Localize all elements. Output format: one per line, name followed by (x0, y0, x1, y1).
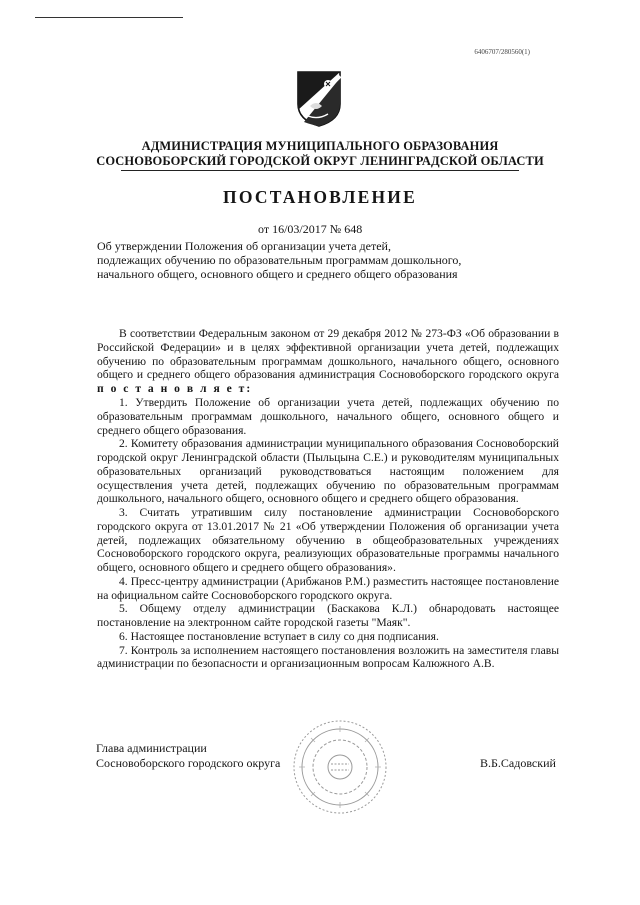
item-6: 6. Настоящее постановление вступает в силу со дня подписания. (119, 629, 439, 643)
organization-name-line-1: АДМИНИСТРАЦИЯ МУНИЦИПАЛЬНОГО ОБРАЗОВАНИЯ (141, 139, 499, 153)
document-date: от 16/03/2017 № 648 (258, 222, 363, 236)
coat-of-arms-icon (296, 70, 342, 128)
top-rule (35, 17, 183, 18)
signatory-title-line: Сосновоборского городского округа (96, 756, 281, 770)
document-subject (97, 239, 517, 282)
item-3: 3. Считать утратившим силу постановление администрации Сосновоборского городского округа от 13.01.2017 № 21 «Об утверждении Положения об организации учета детей, подлежащих обязательному обучению в общеобразовательных учреждениях Сосновоборского городского округа, реализующих образовательные программы начального общего, основного общего и среднего общего образования». (97, 506, 559, 574)
signatory-title (96, 741, 280, 771)
header-rule (121, 170, 519, 171)
preamble (97, 327, 559, 396)
item-2: 2. Комитету образования администрации муниципального образования Сосновоборский городской округ Ленинградской области (Пыльцына С.Е.) и руководителям муниципальных образовательных организаций руководствоваться настоящим положением для осуществления учета детей, подлежащих обучению по образовательным программам дошкольного, начального общего, основного общего и среднего общего образования. (97, 437, 559, 506)
item-7: 7. Контроль за исполнением настоящего постановления возложить на заместителя главы администрации по безопасности и организационным вопросам Калюжного А.В. (97, 643, 559, 671)
item-1: 1. Утвердить Положение об организации учета детей, подлежащих обучению по образовательным программам дошкольного, начального общего, основного общего и среднего общего образования. (97, 396, 559, 437)
signatory-name: В.Б.Садовский (480, 756, 556, 770)
resolves-keyword: п о с т а н о в л я е т: (97, 382, 253, 395)
document-title: ПОСТАНОВЛЕНИЕ (223, 187, 417, 207)
organization-name-line-2: СОСНОВОБОРСКИЙ ГОРОДСКОЙ ОКРУГ ЛЕНИНГРАДСКОЙ ОБЛАСТИ (96, 154, 544, 168)
item-5: 5. Общему отделу администрации (Баскакова К.Л.) обнародовать настоящее постановление на электронном сайте городской газеты "Маяк". (97, 602, 559, 629)
preamble-text: В соответствии Федеральным законом от 29 декабря 2012 № 273-ФЗ «Об образовании в Российской Федерации» и в целях эффективной организации учета детей, подлежащих обучению по образовательным программам дошкольного, начального общего, основного общего и среднего общего образования администрация Сосновоборского городского округа (97, 327, 559, 382)
official-seal-icon (291, 718, 389, 816)
subject-line: подлежащих обучению по образовательным программам дошкольного, (97, 253, 462, 268)
subject-line: Об утверждении Положения об организации учета детей, (97, 239, 391, 253)
subject-line: начального общего, основного общего и среднего общего образования (97, 267, 458, 282)
resolution-items (97, 396, 559, 671)
preamble-paragraph (97, 327, 559, 396)
signatory-title-line: Глава администрации (96, 741, 207, 755)
document-number: 6406707/280560(1) (474, 48, 530, 56)
item-4: 4. Пресс-центру администрации (Арибжанов Р.М.) разместить настоящее постановление на официальном сайте Сосновоборского городского округа. (97, 574, 559, 602)
